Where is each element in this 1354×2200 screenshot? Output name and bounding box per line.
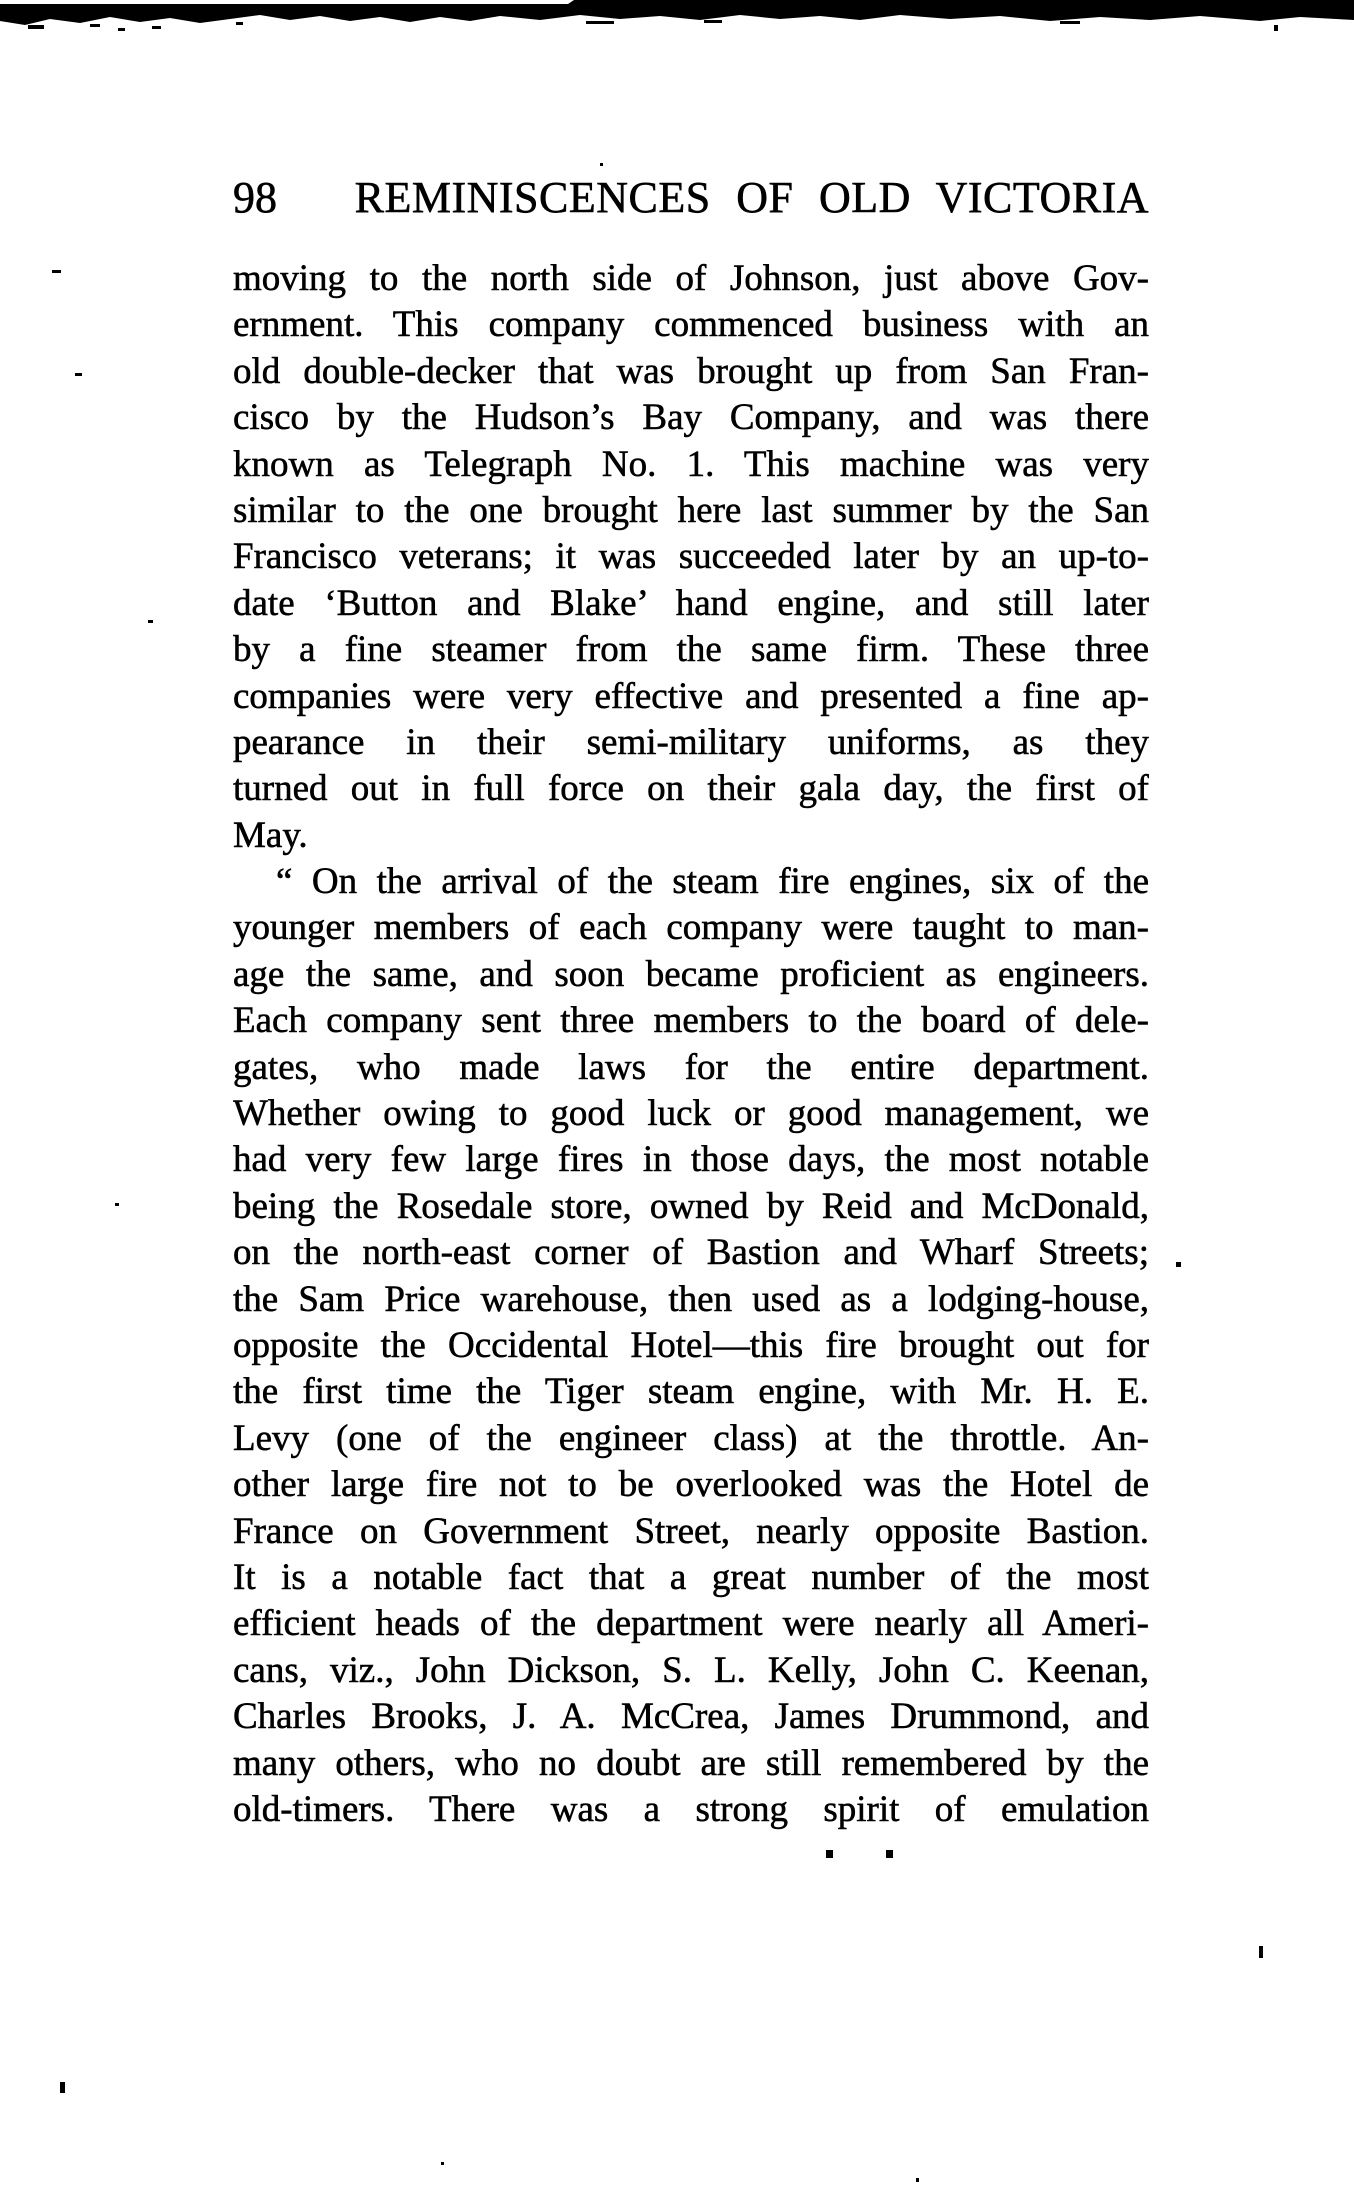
text-line: France on Government Street, nearly opposite Bastion. xyxy=(233,1510,1149,1552)
text-line: the first time the Tiger steam engine, with Mr. H. E. xyxy=(233,1371,1149,1413)
text-line: by a fine steamer from the same firm. These three xyxy=(233,629,1149,671)
text-line: pearance in their semi-military uniforms, as they xyxy=(233,721,1149,763)
text-line: old-timers. There was a strong spirit of emulation xyxy=(233,1788,1149,1830)
text-line: known as Telegraph No. 1. This machine was very xyxy=(233,443,1149,485)
text-line: age the same, and soon became proficient as engineers. xyxy=(233,953,1149,995)
scan-edge-fleck xyxy=(236,22,243,25)
text-line: cans, viz., John Dickson, S. L. Kelly, John C. Keenan, xyxy=(233,1649,1149,1691)
ink-speck xyxy=(1176,1262,1181,1267)
ink-speck xyxy=(1274,25,1278,31)
text-line: Each company sent three members to the board of dele- xyxy=(233,1000,1149,1042)
scan-edge-shape xyxy=(0,0,1354,25)
text-line: Charles Brooks, J. A. McCrea, James Drummond, and xyxy=(233,1696,1149,1738)
text-line: cisco by the Hudson’s Bay Company, and was there xyxy=(233,397,1149,439)
text-line: “ On the arrival of the steam fire engines, six of the xyxy=(276,861,1149,903)
ink-speck xyxy=(826,1850,833,1858)
ink-speck xyxy=(148,620,153,623)
text-line: old double-decker that was brought up from San Fran- xyxy=(233,350,1149,392)
ink-speck xyxy=(886,1850,893,1858)
text-line: date ‘Button and Blake’ hand engine, and still later xyxy=(233,582,1149,624)
text-line: other large fire not to be overlooked was the Hotel de xyxy=(233,1464,1149,1506)
scan-edge-artifact xyxy=(0,0,1354,36)
ink-speck xyxy=(60,2082,65,2093)
text-line: Francisco veterans; it was succeeded later by an up-to- xyxy=(233,536,1149,578)
text-block xyxy=(233,256,1149,1833)
scan-edge-fleck xyxy=(28,25,44,29)
ink-speck xyxy=(115,1203,119,1206)
scan-edge-fleck xyxy=(118,28,125,31)
scan-edge-fleck xyxy=(90,24,100,27)
text-line: turned out in full force on their gala day, the first of xyxy=(233,768,1149,810)
ink-speck xyxy=(1259,1946,1263,1958)
text-line: Levy (one of the engineer class) at the throttle. An- xyxy=(233,1417,1149,1459)
ink-speck xyxy=(441,2162,444,2165)
text-line: It is a notable fact that a great number of the most xyxy=(233,1556,1149,1598)
text-line: moving to the north side of Johnson, just above Gov- xyxy=(233,258,1149,299)
text-line: opposite the Occidental Hotel—this fire brought out for xyxy=(233,1324,1149,1366)
text-line: on the north-east corner of Bastion and Wharf Streets; xyxy=(233,1232,1149,1274)
text-line: similar to the one brought here last summer by the San xyxy=(233,489,1149,531)
text-line: younger members of each company were taught to man- xyxy=(233,907,1149,949)
ink-speck xyxy=(916,2178,919,2182)
text-line: had very few large fires in those days, the most notable xyxy=(233,1139,1149,1181)
text-line: ernment. This company commenced business with an xyxy=(233,304,1149,346)
text-line: efficient heads of the department were nearly all Ameri- xyxy=(233,1603,1149,1645)
ink-speck xyxy=(52,270,61,273)
text-line: gates, who made laws for the entire department. xyxy=(233,1046,1149,1088)
text-line: being the Rosedale store, owned by Reid and McDonald, xyxy=(233,1185,1149,1227)
scan-edge-fleck xyxy=(1060,21,1080,24)
text-line: Whether owing to good luck or good management, we xyxy=(233,1093,1149,1135)
scan-edge-fleck xyxy=(586,21,614,24)
text-line: companies were very effective and presented a fine ap- xyxy=(233,675,1149,717)
ink-speck xyxy=(600,163,603,166)
page-title: REMINISCENCES OF OLD VICTORIA xyxy=(354,173,1149,222)
text-line: May. xyxy=(233,814,308,856)
text-line: the Sam Price warehouse, then used as a lodging-house, xyxy=(233,1278,1149,1320)
scan-edge-fleck xyxy=(152,26,161,29)
text-line: many others, who no doubt are still remembered by the xyxy=(233,1742,1149,1784)
ink-speck xyxy=(75,373,82,376)
scan-edge-fleck xyxy=(704,20,722,23)
page-number: 98 xyxy=(233,173,277,222)
page-header xyxy=(233,173,1149,222)
